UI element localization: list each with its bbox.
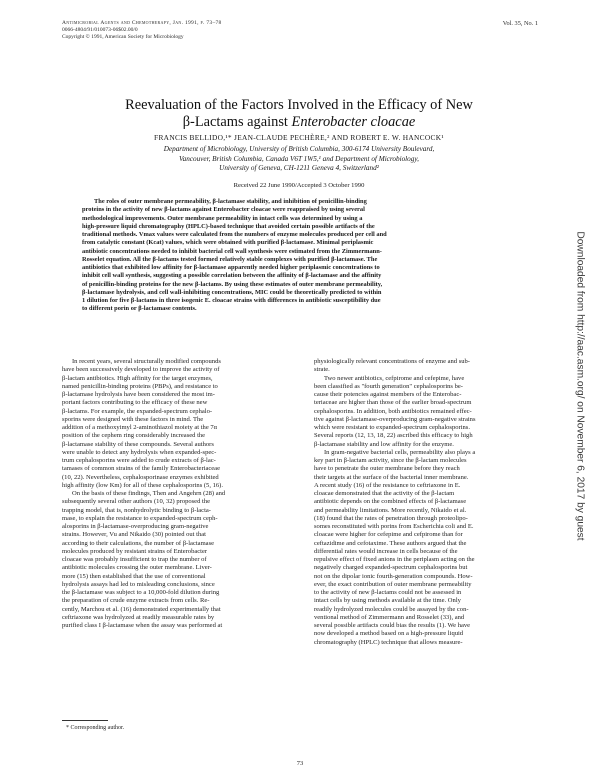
abstract-line: traditional methods. Vmax values were calculated from the numbers of enzyme molecules produced per cell and xyxy=(82,231,387,238)
body-text-line: to the activity of new β-lactams could not be assessed in xyxy=(314,589,462,596)
body-text-line: cloacae was probably insufficient to trap the number of xyxy=(62,556,207,563)
volume-label: Vol. 35, No. 1 xyxy=(502,20,538,27)
body-text-line: according to their calculations, the number of β-lactamase xyxy=(62,539,215,547)
abstract-line: from catalytic constant (Kcat) values, which were obtained with purified β-lactamase. Minimal periplasmic xyxy=(82,239,374,247)
journal-citation: Antimicrobial Agents and Chemotherapy, Jan. 1991, p. 73–78 xyxy=(62,20,222,26)
body-text-line: β-lactams. For example, the expanded-spectrum cephalo- xyxy=(62,407,213,415)
body-text-line: (18) found that the rates of penetration through proteolipo- xyxy=(314,514,468,522)
title-line-1: Reevaluation of the Factors Involved in the Efficacy of New xyxy=(125,97,473,113)
body-text-line: chromatography (HPLC) technique that allows measure- xyxy=(314,638,463,646)
body-text-line: A recent study (16) of the resistance to ceftriaxone in E. xyxy=(314,481,461,489)
abstract-line: 1 dilution for five β-lactams in three isogenic E. cloacae strains with differences in antibiotic susceptibility due xyxy=(82,297,381,304)
abstract-line: methodological improvements. Outer membrane permeability in intact cells was determined by using a xyxy=(82,214,363,222)
title-organism: Enterobacter cloacae xyxy=(291,114,416,130)
abstract-line: inhibit cell wall synthesis, suggesting a possible correlation between the affinity of β-lactamase and the affinity xyxy=(82,272,382,280)
page-number: 73 xyxy=(296,760,304,767)
abstract-line: of penicillin-binding proteins for the new β-lactams. By using these estimates of outer membrane permeability, xyxy=(82,280,383,288)
body-text-line: strains. However, Vu and Nikaido (30) pointed out that xyxy=(62,531,206,539)
body-text-line: position of the cephem ring considerably increased the xyxy=(62,432,206,440)
issn-line: 0066-4804/91/010073-06$02.00/0 xyxy=(62,27,138,33)
body-text-line: Two newer antibiotics, cefpirome and cefepime, have xyxy=(324,374,465,382)
body-text-line: ceftriaxone was hydrolyzed at readily measurable rates by xyxy=(62,613,215,621)
body-text-line: (10, 22). Nevertheless, cephalosporinase enzymes exhibited xyxy=(62,473,219,481)
body-text-line: somes reconstituted with porins from Escherichia coli and E. xyxy=(314,523,474,530)
body-text-line: negatively charged expanded-spectrum cephalosporins but xyxy=(314,564,468,572)
body-text-line: and permeability limitations. More recently, Nikaido et al. xyxy=(314,506,467,514)
body-text-line: trum cephalosporins were added to crude extracts of β-lac- xyxy=(62,457,216,464)
body-text-line: ceftazidime and cefotaxime. These authors argued that the xyxy=(314,539,467,547)
body-text-line: addition of a methoxyimyl 2-aminothiazol moiety at the 7α xyxy=(62,424,218,431)
affiliations xyxy=(92,145,506,174)
body-text-line: antibiotic molecules crossing the outer membrane. Liver- xyxy=(62,564,212,572)
abstract-line: high-pressure liquid chromatography (HPLC)-based technique that avoided certain possible artifacts of the xyxy=(82,222,375,230)
body-text-line: ever, the exact contribution of outer membrane permeability xyxy=(314,580,472,588)
body-text-line: cloacae were higher for cefepime and cefpirome than for xyxy=(314,531,463,539)
body-text-line: In gram-negative bacterial cells, permeability also plays a xyxy=(324,448,476,456)
body-text-line: have been successively developed to improve the activity of xyxy=(62,366,220,374)
body-text-line: Several reports (12, 13, 18, 22) ascribed this efficacy to high xyxy=(314,432,473,440)
affiliation-line: Vancouver, British Columbia, Canada V6T 1W5,¹ and Department of Microbiology, xyxy=(179,154,419,163)
body-text-line: have to penetrate the outer membrane before they reach xyxy=(314,465,460,473)
body-text-line: β-lactamase stability and low affinity for the enzyme. xyxy=(314,440,454,448)
body-text-line: β-lactam antibiotics. High affinity for the target enzymes, xyxy=(62,374,213,382)
body-text-line: readily hydrolyzed molecules could be assayed by the con- xyxy=(314,605,469,613)
body-text-line: cephalosporins. In addition, both antibiotics remained effec- xyxy=(314,407,472,415)
affiliation-line: Department of Microbiology, University of British Columbia, 300-6174 University Boulevard, xyxy=(163,145,435,153)
abstract-line: proteins in the activity of new β-lactams against Enterobacter cloacae were reappraised by using several xyxy=(82,206,365,214)
running-header xyxy=(62,20,222,41)
footnote-rule xyxy=(62,720,108,721)
abstract-line: to different porin or β-lactamase contents. xyxy=(82,305,197,313)
body-text-line: On the basis of these findings, Then and Angehrn (28) and xyxy=(72,490,226,497)
abstract-line: antibiotic concentrations needed to inhibit bacterial cell wall synthesis were estimated from the Zimmermann- xyxy=(82,247,382,255)
body-text-line: which were resistant to expanded-spectrum cephalosporins. xyxy=(314,424,470,431)
body-text-line: molecules produced by resistant strains of Enterobacter xyxy=(62,547,208,555)
body-text-line: intact cells by using methods available at the time. Only xyxy=(314,597,461,605)
body-text-line: β-lactamase hydrolysis have been considered the most im- xyxy=(62,391,215,398)
body-text-line: hydrolysis assays had led to misleading conclusions, since xyxy=(62,580,215,588)
body-text-line: tamases of common strains of the family Enterobacteriaceae xyxy=(62,465,220,473)
abstract-line: Rosselet equation. All the β-lactams tested formed relatively stable complexes with purified β-lactamase. The xyxy=(82,255,378,263)
body-text-line: differential rates would increase in cells because of the xyxy=(314,547,458,555)
body-text-line: their targets at the surface of the bacterial inner membrane. xyxy=(314,473,469,481)
title-line-2-text: β-Lactams against xyxy=(182,114,292,130)
body-text-line: the β-lactamase was subject to a 10,000-fold dilution during xyxy=(62,589,220,596)
article-title xyxy=(62,97,536,131)
body-text-line: the preparation of crude enzyme extracts from cells. Re- xyxy=(62,597,210,605)
abstract-line: The roles of outer membrane permeability, β-lactamase stability, and inhibition of penicillin-binding xyxy=(94,198,367,205)
body-text-line: been classified as "fourth generation" cephalosporins be- xyxy=(314,382,463,390)
body-text-line: high affinity (low Km) for all of these cephalosporins (5, 16). xyxy=(62,481,223,489)
body-text-line: portant factors contributing to the efficacy of these new xyxy=(62,399,208,407)
received-dates: Received 22 June 1990/Accepted 3 October 1990 xyxy=(233,182,365,189)
abstract xyxy=(82,198,520,314)
title-line-2 xyxy=(62,114,536,131)
body-text-line: now developed a method based on a high-pressure liquid xyxy=(314,630,464,638)
body-text-line: purified class I β-lactamase when the assay was performed at xyxy=(62,622,223,629)
body-text-line: were unable to detect any hydrolysis when expanded-spec- xyxy=(62,448,217,456)
body-text-line: several possible artifacts could bias the results (1). We have xyxy=(314,622,471,629)
body-text-line: more (15) then established that the use of conventional xyxy=(62,572,206,580)
body-text-line: named penicillin-binding proteins (PBPs), and resistance to xyxy=(62,382,218,390)
body-text-line: subsequently several other authors (10, 32) proposed the xyxy=(62,498,210,506)
body-text-line: cause their potencies against members of the Enterobac- xyxy=(314,391,462,398)
body-text-line: sporins were designed with these factors in mind. The xyxy=(62,415,204,423)
body-text-line: β-lactamase stability of these compounds. Several authors xyxy=(62,440,214,448)
body-text-line: tive against β-lactamase-overproducing gram-negative strains xyxy=(314,415,476,423)
body-column-right xyxy=(314,358,518,647)
body-text-line: ventional method of Zimmermann and Rosselet (33), and xyxy=(314,613,465,621)
body-text-line: alosporins in β-lactamase-overproducing gram-negative xyxy=(62,523,209,530)
body-text-line: physiologically relevant concentrations of enzyme and sub- xyxy=(314,358,470,365)
body-text-line: repulsive effect of fixed anions in the periplasm acting on the xyxy=(314,556,475,563)
body-text-line: teriaceae are higher than those of the earlier broad-spectrum xyxy=(314,399,472,407)
body-text-line: mase, to explain the resistance to expanded-spectrum ceph- xyxy=(62,514,218,522)
body-text-line: strate. xyxy=(314,366,330,374)
footnote: * Corresponding author. xyxy=(66,725,125,731)
author-list: FRANCIS BELLIDO,¹* JEAN-CLAUDE PECHÈRE,² AND ROBERT E. W. HANCOCK¹ xyxy=(154,133,444,142)
affiliation-line: University of Geneva, CH-1211 Geneva 4, Switzerland² xyxy=(219,164,379,172)
abstract-line: antibiotics that exhibited low affinity for β-lactamase apparently needed higher periplasmic concentrations to xyxy=(82,264,380,271)
body-text-line: cently, Marchou et al. (16) demonstrated experimentally that xyxy=(62,605,221,613)
body-text-line: In recent years, several structurally modified compounds xyxy=(72,358,221,365)
download-watermark-text: Downloaded from http://aac.asm.org/ on November 6, 2017 by guest xyxy=(574,231,586,541)
copyright-line: Copyright © 1991, American Society for Microbiology xyxy=(62,34,184,40)
body-text-line: key part in β-lactam activity, since the β-lactam molecules xyxy=(314,457,467,464)
body-column-left xyxy=(62,358,266,630)
abstract-line: β-lactamase hydrolysis, and cell wall-inhibiting concentrations, MIC could be theoretically predicted to within xyxy=(82,288,382,296)
body-text-line: antibiotic depends on the combined effects of β-lactamase xyxy=(314,498,467,506)
body-text-line: not on the dipolar ionic fourth-generation compounds. How- xyxy=(314,572,473,580)
body-text-line: trapping model, that is, nonhydrolytic binding to β-lacta- xyxy=(62,506,211,514)
body-text-line: cloacae demonstrated that the activity of the β-lactam xyxy=(314,490,455,497)
